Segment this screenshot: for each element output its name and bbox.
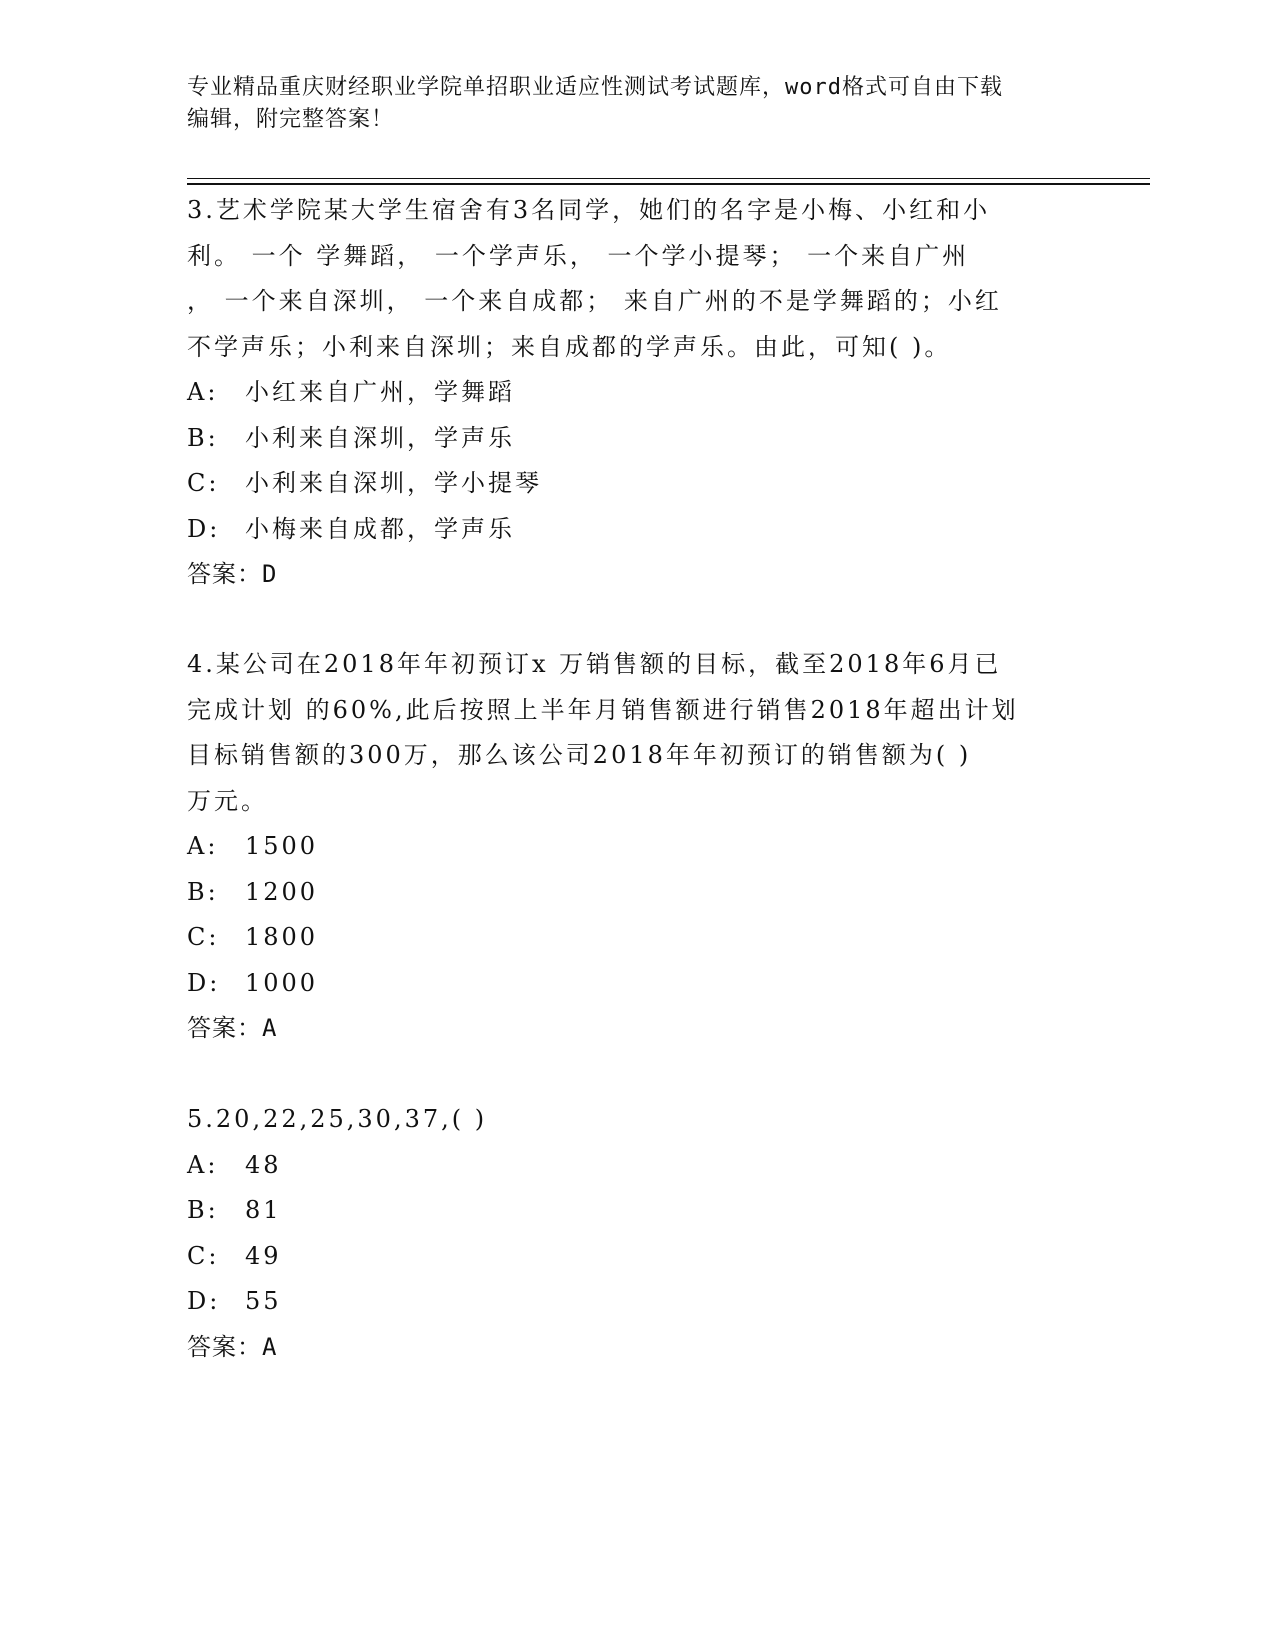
question-3 — [187, 188, 1077, 598]
option-letter: B: — [187, 877, 219, 906]
header-divider-thick — [187, 183, 1150, 185]
option-text: 81 — [245, 1196, 282, 1224]
option-letter: B: — [187, 1196, 219, 1224]
option-b — [187, 416, 1077, 462]
option-text: 49 — [245, 1241, 282, 1270]
option-text: 1800 — [245, 923, 319, 951]
answer-line: 答案：A — [187, 1332, 278, 1361]
question-stem-line: 不学声乐；小利来自深圳；来自成都的学声乐。由此，可知( )。 — [187, 332, 952, 361]
option-d — [187, 961, 1077, 1007]
option-c — [187, 461, 1077, 507]
question-stem-line: ， 一个来自深圳， 一个来自成都； 来自广州的不是学舞蹈的；小红 — [187, 287, 1002, 315]
option-letter: C: — [187, 1241, 220, 1270]
option-letter: D: — [187, 968, 221, 997]
question-stem-line: 完成计划 的60%,此后按照上半年月销售额进行销售2018年超出计划 — [187, 695, 1019, 724]
option-letter: B: — [187, 423, 219, 452]
option-text: 1200 — [245, 877, 319, 906]
option-letter: C: — [187, 923, 220, 951]
option-a — [187, 824, 1077, 870]
option-text: 1000 — [245, 968, 319, 997]
header-line-2: 编辑，附完整答案！ — [187, 107, 395, 132]
question-stem-line: 3.艺术学院某大学生宿舍有3名同学，她们的名字是小梅、小红和小 — [187, 196, 991, 224]
question-stem-line: 利。 一个 学舞蹈， 一个学声乐， 一个学小提琴； 一个来自广州 — [187, 241, 970, 270]
question-5 — [187, 1097, 1077, 1370]
option-text: 小梅来自成都，学声乐 — [245, 514, 515, 543]
option-b — [187, 870, 1077, 916]
question-stem-line: 5.20,22,25,30,37,( ) — [187, 1105, 488, 1133]
question-stem-line: 4.某公司在2018年年初预订x 万销售额的目标，截至2018年6月已 — [187, 650, 1002, 678]
option-letter: D: — [187, 1287, 221, 1315]
option-d — [187, 507, 1077, 553]
option-text: 小红来自广州，学舞蹈 — [245, 378, 515, 406]
header-line-1: 专业精品重庆财经职业学院单招职业适应性测试考试题库，word格式可自由下载 — [187, 75, 1003, 100]
option-a — [187, 370, 1077, 416]
option-b — [187, 1188, 1077, 1234]
answer-line: 答案：A — [187, 1014, 278, 1042]
option-c — [187, 1234, 1077, 1280]
option-letter: A: — [187, 378, 219, 406]
option-text: 小利来自深圳，学小提琴 — [245, 469, 542, 497]
question-stem-line: 目标销售额的300万，那么该公司2018年年初预订的销售额为( ) — [187, 741, 972, 769]
option-a — [187, 1143, 1077, 1189]
option-text: 55 — [245, 1287, 282, 1315]
option-text: 小利来自深圳，学声乐 — [245, 423, 515, 452]
option-c — [187, 915, 1077, 961]
document-header — [187, 72, 1067, 136]
option-letter: A: — [187, 1150, 219, 1179]
option-text: 48 — [245, 1150, 282, 1179]
option-text: 1500 — [245, 832, 319, 860]
answer-line: 答案：D — [187, 560, 278, 588]
header-divider-thin — [187, 178, 1150, 179]
option-letter: D: — [187, 514, 221, 543]
option-d — [187, 1279, 1077, 1325]
question-4 — [187, 642, 1077, 1052]
option-letter: C: — [187, 469, 220, 497]
option-letter: A: — [187, 832, 219, 860]
question-stem-line: 万元。 — [187, 786, 268, 815]
